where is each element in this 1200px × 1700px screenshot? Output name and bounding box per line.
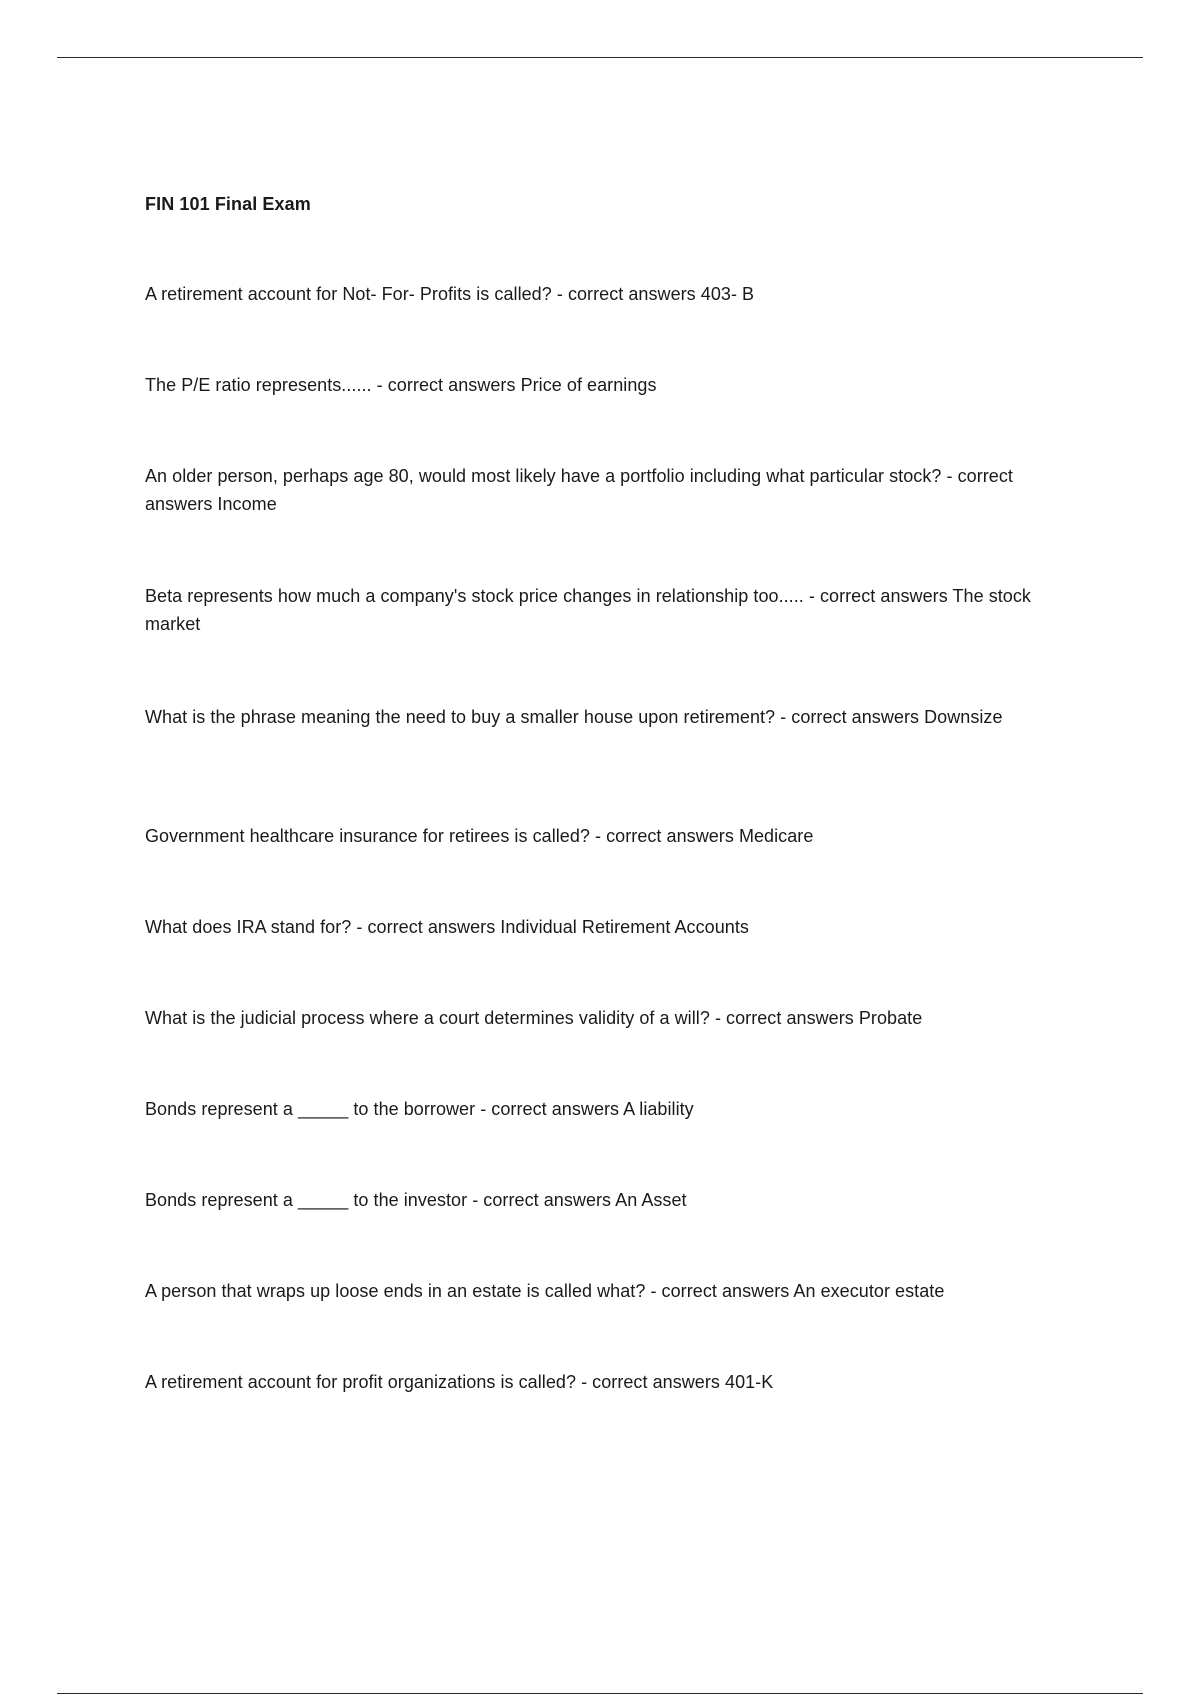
bottom-divider	[57, 1693, 1143, 1694]
qa-item: What is the judicial process where a court determines validity of a will? - correct answers Probate	[145, 1008, 923, 1028]
qa-item: Government healthcare insurance for retirees is called? - correct answers Medicare	[145, 826, 814, 846]
qa-item: A person that wraps up loose ends in an estate is called what? - correct answers An executor estate	[145, 1281, 945, 1301]
top-divider	[57, 57, 1143, 58]
qa-item: A retirement account for Not- For- Profits is called? - correct answers 403- B	[145, 284, 755, 304]
document-title: FIN 101 Final Exam	[145, 194, 311, 214]
qa-item: An older person, perhaps age 80, would most likely have a portfolio including what particular stock? - correct answers Income	[145, 466, 1013, 514]
qa-item: The P/E ratio represents...... - correct answers Price of earnings	[145, 375, 657, 395]
qa-item: What is the phrase meaning the need to buy a smaller house upon retirement? - correct answers Downsize	[145, 707, 1003, 727]
qa-item: Beta represents how much a company's stock price changes in relationship too..... - correct answers The stock market	[145, 586, 1031, 634]
qa-item: A retirement account for profit organizations is called? - correct answers 401-K	[145, 1372, 774, 1392]
qa-item: Bonds represent a _____ to the borrower - correct answers A liability	[145, 1099, 694, 1119]
qa-item: What does IRA stand for? - correct answers Individual Retirement Accounts	[145, 917, 749, 937]
qa-item: Bonds represent a _____ to the investor - correct answers An Asset	[145, 1190, 687, 1210]
